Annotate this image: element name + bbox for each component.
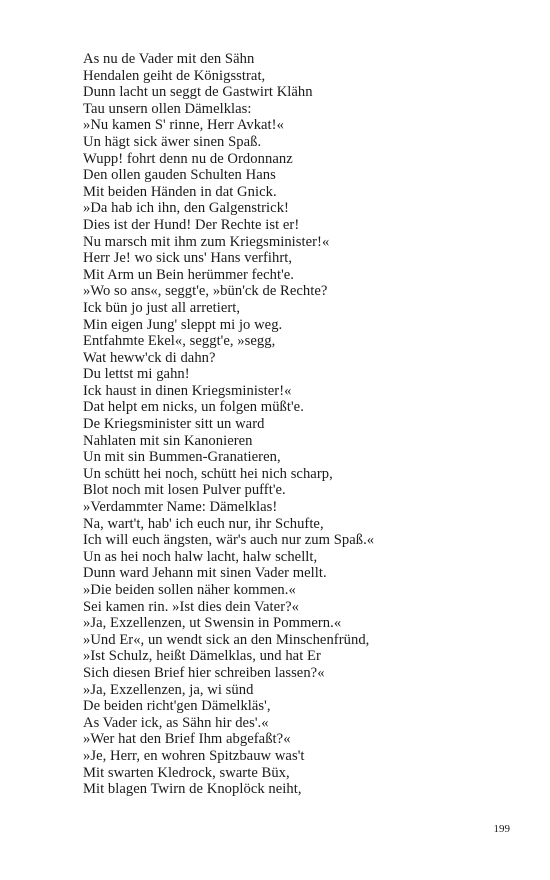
- poem-line: Dunn ward Jehann mit sinen Vader mellt.: [83, 565, 327, 582]
- poem-line: Un mit sin Bummen-Granatieren,: [83, 449, 281, 466]
- poem-line: De beiden richt'gen Dämelkläs',: [83, 698, 271, 715]
- poem-line: Nu marsch mit ihm zum Kriegsminister!«: [83, 233, 330, 250]
- page-number: 199: [493, 823, 510, 835]
- poem-line: Entfahmte Ekel«, seggt'e, »segg,: [83, 333, 276, 350]
- poem-line: Ick bün jo just all arretiert,: [83, 299, 241, 316]
- poem-line: Un schütt hei noch, schütt hei nich scharp,: [83, 465, 333, 482]
- poem-text: [83, 51, 523, 798]
- poem-line: »Nu kamen S' rinne, Herr Avkat!«: [83, 117, 284, 134]
- poem-line: As nu de Vader mit den Sähn: [83, 51, 255, 67]
- poem-line: Mit blagen Twirn de Knoplöck neiht,: [83, 781, 302, 798]
- poem-line: Dat helpt em nicks, un folgen müßt'e.: [83, 399, 304, 416]
- poem-line: Herr Je! wo sick uns' Hans verfihrt,: [83, 250, 293, 267]
- poem-line: As Vader ick, as Sähn hir des'.«: [83, 714, 269, 731]
- poem-line: Mit swarten Kledrock, swarte Büx,: [83, 764, 290, 781]
- poem-line: Wat heww'ck di dahn?: [83, 349, 216, 366]
- poem-line: Sich diesen Brief hier schreiben lassen?«: [83, 664, 325, 681]
- poem-line: »Wo so ans«, seggt'e, »bün'ck de Rechte?: [83, 283, 328, 300]
- poem-line: Na, wart't, hab' ich euch nur, ihr Schufte,: [83, 515, 324, 532]
- poem-line: Dies ist der Hund! Der Rechte ist er!: [83, 216, 300, 233]
- poem-line: Tau unsern ollen Dämelklas:: [83, 100, 252, 117]
- poem-line: Un hägt sick äwer sinen Spaß.: [83, 133, 262, 150]
- poem-line: »Ist Schulz, heißt Dämelklas, und hat Er: [83, 648, 321, 665]
- poem-line: »Die beiden sollen näher kommen.«: [83, 582, 296, 598]
- poem-line: »Und Er«, un wendt sick an den Minschenfründ,: [83, 631, 370, 648]
- poem-line: De Kriegsminister sitt un ward: [83, 416, 265, 433]
- poem-line: »Ja, Exzellenzen, ut Swensin in Pommern.«: [83, 615, 342, 632]
- poem-line: Un as hei noch halw lacht, halw schellt,: [83, 548, 318, 565]
- poem-line: »Ja, Exzellenzen, ja, wi sünd: [83, 681, 254, 698]
- poem-line: Min eigen Jung' sleppt mi jo weg.: [83, 316, 283, 333]
- poem-line: Wupp! fohrt denn nu de Ordonnanz: [83, 150, 293, 167]
- poem-line: Du lettst mi gahn!: [83, 366, 190, 383]
- poem-line: Ick haust in dinen Kriegsminister!«: [83, 382, 292, 399]
- poem-line: Ich will euch ängsten, wär's auch nur zum Spaß.«: [83, 532, 375, 549]
- poem-line: »Wer hat den Brief Ihm abgefaßt?«: [83, 731, 291, 748]
- poem-line: »Da hab ich ihn, den Galgenstrick!: [83, 200, 289, 217]
- poem-line: Hendalen geiht de Königsstrat,: [83, 67, 266, 84]
- poem-line: Dunn lacht un seggt de Gastwirt Klähn: [83, 84, 313, 101]
- poem-line: Sei kamen rin. »Ist dies dein Vater?«: [83, 598, 299, 615]
- poem-line: Blot noch mit losen Pulver pufft'e.: [83, 482, 286, 499]
- poem-line: »Je, Herr, en wohren Spitzbauw was't: [83, 747, 305, 764]
- poem-line: Den ollen gauden Schulten Hans: [83, 167, 276, 184]
- poem-line: »Verdammter Name: Dämelklas!: [83, 499, 278, 516]
- poem-line: Mit beiden Händen in dat Gnick.: [83, 183, 277, 200]
- poem-line: Mit Arm un Bein herümmer fecht'e.: [83, 266, 294, 283]
- poem-line: Nahlaten mit sin Kanonieren: [83, 432, 253, 449]
